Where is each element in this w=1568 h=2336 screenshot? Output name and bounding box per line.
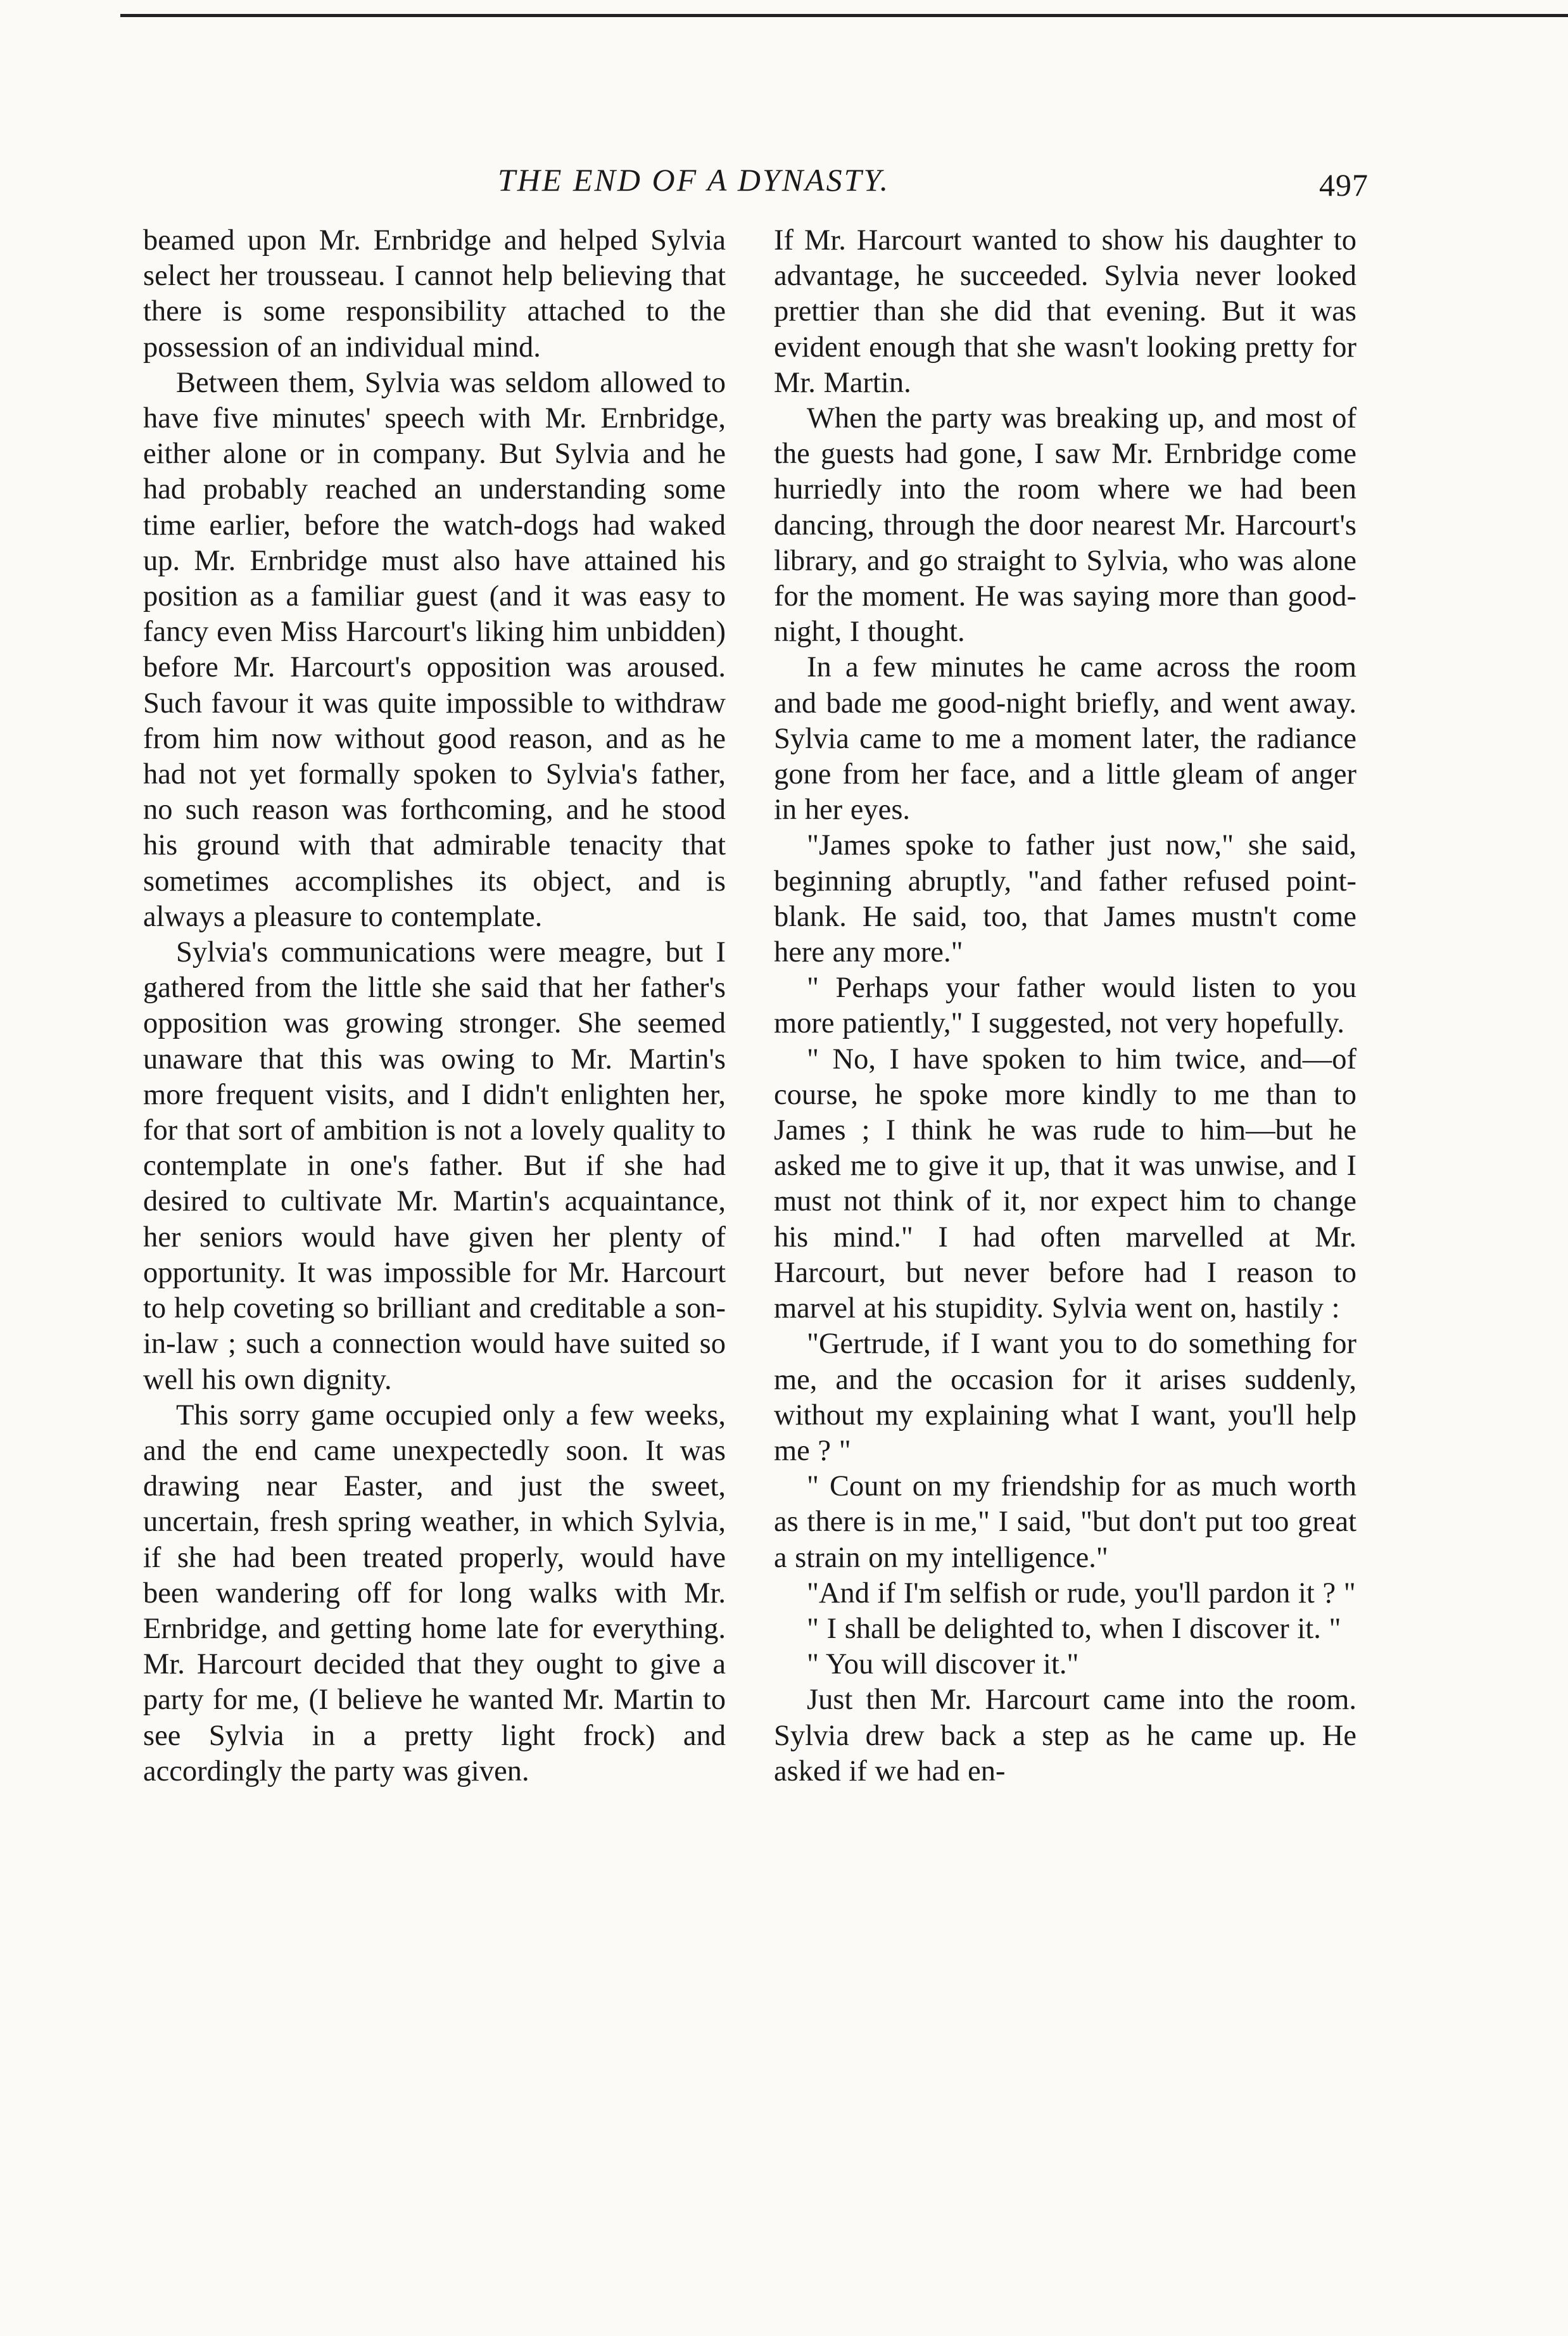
- right-column: [774, 223, 1356, 1789]
- left-column: [143, 223, 726, 1789]
- page-number: 497: [1319, 167, 1369, 203]
- paragraph: This sorry game occupied only a few weeks, and the end came unexpectedly soon. It was drawing near Easter, and just the sweet, uncertain, fresh spring weather, in which Sylvia, if she had been treated properly, would have been wandering off for long walks with Mr. Ernbridge, and getting home late for everything. Mr. Harcourt decided that they ought to give a party for me, (I believe he wanted Mr. Martin to see Sylvia in a pretty light frock) and accordingly the party was given.: [143, 1399, 726, 1787]
- running-head: THE END OF A DYNASTY.: [498, 162, 890, 198]
- paragraph: Between them, Sylvia was seldom allowed to have five minutes' speech with Mr. Ernbridge, either alone or in company. But Sylvia and he had probably reached an understanding some time earlier, before the watch-dogs had waked up. Mr. Ernbridge must also have attained his position as a familiar guest (and it was easy to fancy even Miss Harcourt's liking him unbidden) before Mr. Harcourt's opposition was aroused. Such favour it was quite impossible to withdraw from him now without good reason, and as he had not yet formally spoken to Sylvia's father, no such reason was forthcoming, and he stood his ground with that admirable tenacity that sometimes accomplishes its object, and is always a pleasure to contemplate.: [143, 366, 726, 933]
- paragraph: Sylvia's communications were meagre, but I gathered from the little she said that her father's opposition was growing stronger. She seemed unaware that this was owing to Mr. Martin's more frequent visits, and I didn't enlighten her, for that sort of ambition is not a lovely quality to contemplate in one's father. But if she had desired to cultivate Mr. Martin's acquaintance, her seniors would have given her plenty of opportunity. It was impossible for Mr. Harcourt to help coveting so brilliant and creditable a son-in-law ; such a connection would have suited so well his own dignity.: [143, 936, 726, 1396]
- paragraph: " You will discover it.": [807, 1648, 1079, 1681]
- paragraph: " Count on my friendship for as much worth as there is in me," I said, "but don't put too great a strain on my intelligence.": [774, 1470, 1356, 1574]
- paragraph: "James spoke to father just now," she said, beginning abruptly, "and father refused point-blank. He said, too, that James mustn't come here any more.": [774, 829, 1356, 969]
- paragraph: If Mr. Harcourt wanted to show his daughter to advantage, he succeeded. Sylvia never looked prettier than she did that evening. But it was evident enough that she wasn't looking pretty for Mr. Martin.: [774, 224, 1356, 399]
- top-rule: [120, 14, 1568, 17]
- paragraph: "Gertrude, if I want you to do something for me, and the occasion for it arises suddenly, without my explaining what I want, you'll help me ? ": [774, 1328, 1356, 1467]
- paragraph: "And if I'm selfish or rude, you'll pardon it ? ": [807, 1577, 1356, 1609]
- paragraph: " Perhaps your father would listen to you more patiently," I suggested, not very hopefully.: [774, 972, 1356, 1040]
- page-header: [143, 162, 1369, 206]
- paragraph: When the party was breaking up, and most of the guests had gone, I saw Mr. Ernbridge come hurriedly into the room where we had been dancing, through the door nearest Mr. Harcourt's library, and go straight to Sylvia, who was alone for the moment. He was saying more than good-night, I thought.: [774, 402, 1356, 649]
- paragraph: Just then Mr. Harcourt came into the room. Sylvia drew back a step as he came up. He asked if we had en-: [774, 1684, 1356, 1787]
- paragraph: " I shall be delighted to, when I discover it. ": [807, 1612, 1341, 1645]
- paragraph: beamed upon Mr. Ernbridge and helped Sylvia select her trousseau. I cannot help believing that there is some responsibility attached to the possession of an individual mind.: [143, 224, 726, 364]
- paragraph: " No, I have spoken to him twice, and—of course, he spoke more kindly to me than to James ; I think he was rude to him—but he asked me to give it up, that it was unwise, and I must not think of it, nor expect him to change his mind." I had often marvelled at Mr. Harcourt, but never before had I reason to marvel at his stupidity. Sylvia went on, hastily :: [774, 1043, 1356, 1325]
- paragraph: In a few minutes he came across the room and bade me good-night briefly, and went away. Sylvia came to me a moment later, the radiance gone from her face, and a little gleam of anger in her eyes.: [774, 651, 1356, 827]
